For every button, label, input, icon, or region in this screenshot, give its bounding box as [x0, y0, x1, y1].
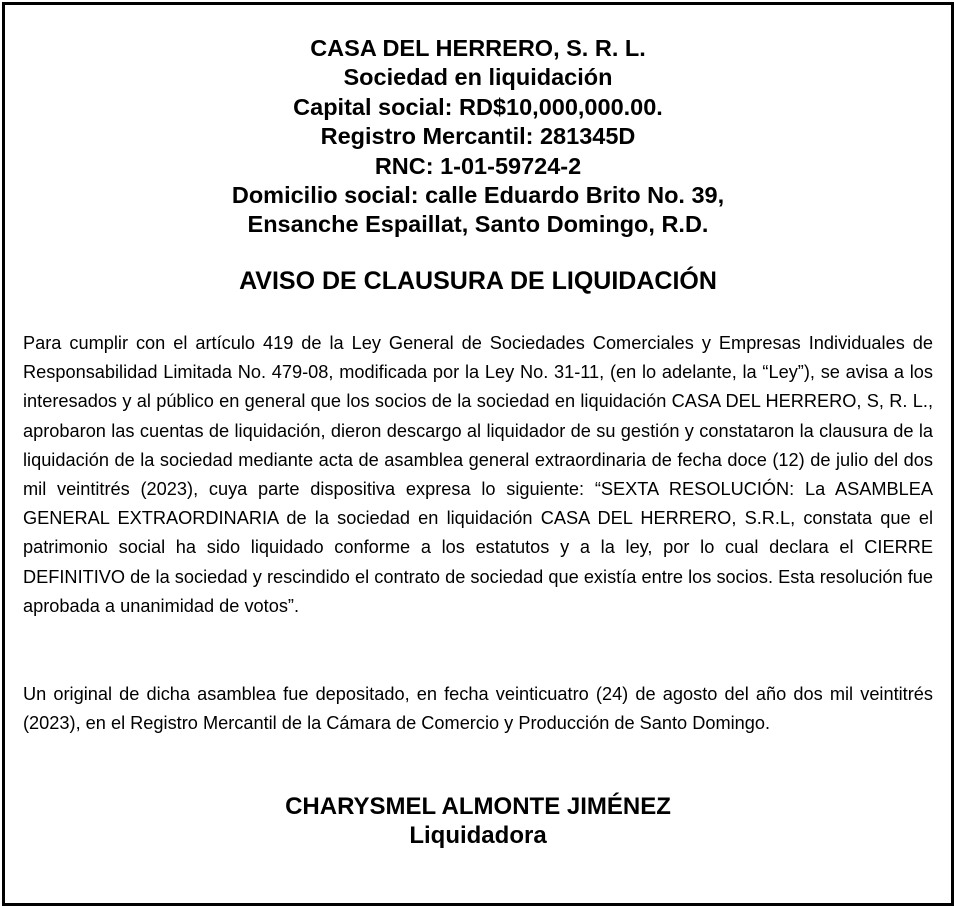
body-paragraph-2: Un original de dicha asamblea fue depositado, en fecha veinticuatro (24) de agosto del año dos mil veintitrés (2023), en el Registro Mercantil de la Cámara de Comercio y Producción de Santo Domingo. — [23, 684, 933, 734]
capital-social: Capital social: RD$10,000,000.00. — [293, 93, 663, 120]
registro-mercantil: Registro Mercantil: 281345D — [320, 123, 636, 150]
notice-title: AVISO DE CLAUSURA DE LIQUIDACIÓN — [239, 267, 717, 295]
address-line-1: Domicilio social: calle Eduardo Brito No. 39, — [231, 182, 725, 209]
signature-block — [23, 792, 933, 850]
body-paragraph-1: Para cumplir con el artículo 419 de la Ley General de Sociedades Comerciales y Empresas Individuales de Responsabilidad Limitada No. 479-08, modificada por la Ley No. 31-11, (en lo adelante, la “Ley”), se avisa a los interesados y al público en general que los socios de la sociedad en liquidación CASA DEL HERRERO, S, R. L., aprobaron las cuentas de liquidación, dieron descargo al liquidador de su gestión y constataron la clausura de la liquidación de la sociedad mediante acta de asamblea general extraordinaria de fecha doce (12) de julio del dos mil veintitrés (2023), cuya parte dispositiva expresa lo siguiente: “SEXTA RESOLUCIÓN: La ASAMBLEA GENERAL EXTRAORDINARIA de la sociedad en liquidación CASA DEL HERRERO, S.R.L, constata que el patrimonio social ha sido liquidado conforme a los estatutos y a la ley, por lo cual declara el CIERRE DEFINITIVO de la sociedad y rescindido el contrato de sociedad que existía entre los socios. Esta resolución fue aprobada a unanimidad de votos”. — [23, 333, 933, 616]
company-status: Sociedad en liquidación — [343, 64, 613, 91]
notice-border — [2, 2, 954, 906]
address-line-2: Ensanche Espaillat, Santo Domingo, R.D. — [247, 211, 709, 238]
notice-content — [23, 5, 933, 903]
signatory-name: CHARYSMEL ALMONTE JIMÉNEZ — [285, 793, 671, 820]
company-name: CASA DEL HERRERO, S. R. L. — [310, 35, 646, 61]
rnc: RNC: 1-01-59724-2 — [374, 152, 582, 179]
signatory-role: Liquidadora — [409, 822, 547, 849]
company-header — [23, 34, 933, 240]
